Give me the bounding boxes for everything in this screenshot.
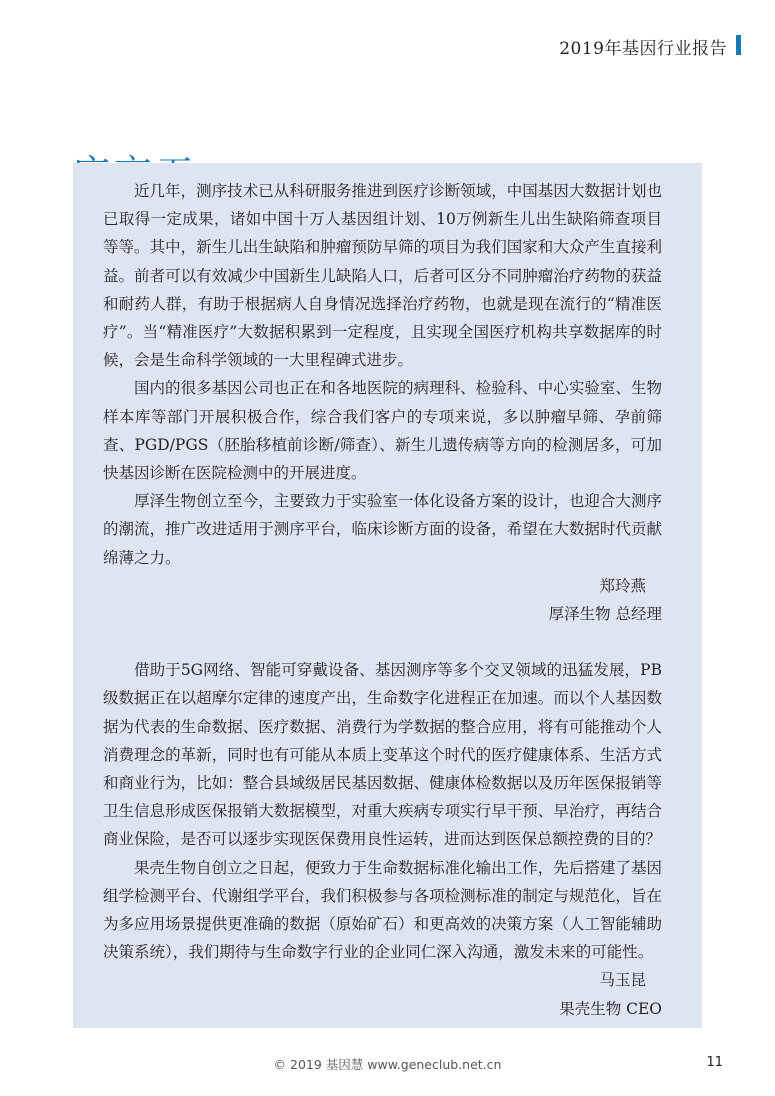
paragraph: 厚泽生物创立至今，主要致力于实验室一体化设备方案的设计，也迎合大测序的潮流，推广改进适用于测序平台，临床诊断方面的设备，希望在大数据时代贡献绵薄之力。 xyxy=(103,492,662,567)
section-spacer xyxy=(103,628,662,656)
signature-name: 郑玲燕 xyxy=(599,576,646,595)
page-number: 11 xyxy=(706,1055,723,1070)
header-title: 2019年基因行业报告 xyxy=(559,39,727,59)
paragraph: 借助于5G网络、智能可穿戴设备、基因测序等多个交叉领域的迅猛发展，PB级数据正在以超摩尔定律的速度产出，生命数字化进程正在加速。而以个人基因数据为代表的生命数据、医疗数据、消费行为学数据的整合应用，将有可能推动个人消费理念的革新，同时也有可能从本质上变革这个时代的医疗健康体系、生活方式和商业行为，比如：整合县域级居民基因数据、健康体检数据以及历年医保报销等卫生信息形成医保报销大数据模型，对重大疾病专项实行早干预、早治疗，再结合商业保险，是否可以逐步实现医保费用良性运转，进而达到医保总额控费的目的？ xyxy=(103,661,662,849)
content-box xyxy=(73,163,702,1028)
preface-section-1 xyxy=(103,177,662,628)
paragraph: 果壳生物自创立之日起，便致力于生命数据标准化输出工作，先后搭建了基因组学检测平台、代谢组学平台，我们积极参与各项检测标准的制定与规范化，旨在为多应用场景提供更准确的数据（原始矿石）和更高效的决策方案（人工智能辅助决策系统），我们期待与生命数字行业的企业同仁深入沟通，激发未来的可能性。 xyxy=(103,858,662,962)
signature-title: 厚泽生物 总经理 xyxy=(548,605,662,624)
paragraph: 国内的很多基因公司也正在和各地医院的病理科、检验科、中心实验室、生物样本库等部门开展积极合作，综合我们客户的专项来说，多以肿瘤早筛、孕前筛查、PGD/PGS（胚胎移植前诊断/筛查）、新生儿遗传病等方向的检测居多，可加快基因诊断在医院检测中的开展进度。 xyxy=(103,379,662,483)
header-accent-bar xyxy=(736,35,741,55)
signature-name: 马玉昆 xyxy=(599,971,646,990)
footer-copyright: © 2019 基因慧 www.geneclub.net.cn xyxy=(273,1057,502,1072)
preface-section-2 xyxy=(103,656,662,1023)
signature-title: 果壳生物 CEO xyxy=(559,999,662,1018)
paragraph: 近几年，测序技术已从科研服务推进到医疗诊断领域，中国基因大数据计划也已取得一定成果，诸如中国十万人基因组计划、10万例新生儿出生缺陷筛查项目等等。其中，新生儿出生缺陷和肿瘤预防早筛的项目为我们国家和大众产生直接利益。前者可以有效减少中国新生儿缺陷人口，后者可区分不同肿瘤治疗药物的获益和耐药人群，有助于根据病人自身情况选择治疗药物，也就是现在流行的“精准医疗”。当“精准医疗”大数据积累到一定程度，且实现全国医疗机构共享数据库的时候，会是生命科学领域的一大里程碑式进步。 xyxy=(103,182,662,370)
